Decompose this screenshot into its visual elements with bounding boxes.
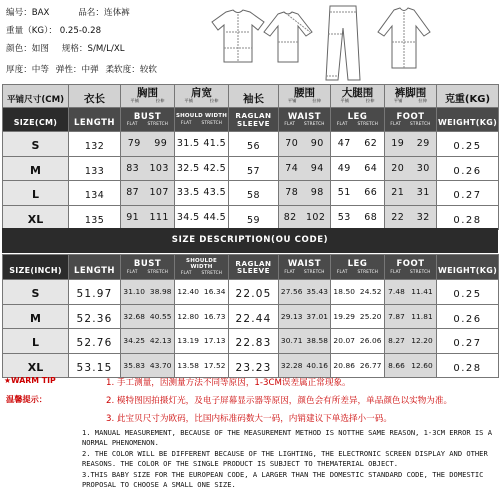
cm-hdr-size-en: SIZE(CM) xyxy=(3,108,69,132)
inch-hdr-bust: BUST FLAT STRETCH xyxy=(121,255,175,280)
cm-waist-cell: 82 102 xyxy=(279,205,331,230)
tip-cn-3: 3. 此宝贝尺寸为欧码，比国内标准码数大一码，内销建议下单选择小一码。 xyxy=(106,414,392,424)
cm-row-s xyxy=(3,132,499,157)
cm-row-l xyxy=(3,181,499,206)
cm-hdr-foot-cn: 裤脚围 平铺 拉伸 xyxy=(385,85,437,108)
inch-leg-cell: 20.86 26.77 xyxy=(331,353,385,378)
cm-hdr-leg-cn: 大腿围 平铺 拉伸 xyxy=(331,85,385,108)
inch-hdr-size: SIZE(INCH) xyxy=(3,255,69,280)
inch-foot-cell: 7.87 11.81 xyxy=(385,304,437,329)
cm-row-xl xyxy=(3,205,499,230)
inch-length-cell: 52.36 xyxy=(69,304,121,329)
inch-weight-cell: 0.28 xyxy=(437,353,499,378)
product-code: 编号：BAX xyxy=(6,8,50,18)
cm-sleeve-cell: 57 xyxy=(229,156,279,181)
inch-length-cell: 53.15 xyxy=(69,353,121,378)
jacket-diagram xyxy=(374,6,434,72)
cm-hdr-bust-cn: 胸围 平铺 拉伸 xyxy=(121,85,175,108)
inch-size-table xyxy=(2,254,499,378)
cm-foot-cell: 22 32 xyxy=(385,205,437,230)
cm-weight-cell: 0.27 xyxy=(437,181,499,206)
cm-size-cell: XL xyxy=(3,205,69,230)
inch-foot-cell: 7.48 11.41 xyxy=(385,280,437,305)
cm-weight-cell: 0.25 xyxy=(437,132,499,157)
cm-hdr-sleeve-cn: 袖长 xyxy=(229,85,279,108)
inch-row-xl xyxy=(3,353,499,378)
cm-bust-cell: 87 107 xyxy=(121,181,175,206)
cm-hdr-weight-cn: 克重(KG) xyxy=(437,85,499,108)
measurement-diagrams xyxy=(208,2,498,86)
inch-waist-cell: 32.28 40.16 xyxy=(279,353,331,378)
inch-size-cell: XL xyxy=(3,353,69,378)
pants-diagram xyxy=(318,4,368,84)
cm-foot-cell: 20 30 xyxy=(385,156,437,181)
inch-leg-cell: 20.07 26.06 xyxy=(331,329,385,354)
cm-length-cell: 134 xyxy=(69,181,121,206)
inch-table-body xyxy=(3,280,499,378)
cm-weight-cell: 0.26 xyxy=(437,156,499,181)
inch-size-cell: M xyxy=(3,304,69,329)
cm-weight-cell: 0.28 xyxy=(437,205,499,230)
inch-bust-cell: 34.25 42.13 xyxy=(121,329,175,354)
inch-bust-cell: 32.68 40.55 xyxy=(121,304,175,329)
cm-size-table xyxy=(2,84,499,230)
inch-sleeve-cell: 23.23 xyxy=(229,353,279,378)
cm-shoulder-cell: 34.5 44.5 xyxy=(175,205,229,230)
product-softness: 柔软度：较软 xyxy=(105,65,158,75)
tip-en-1: 1. MANUAL MEASUREMENT, BECAUSE OF THE MEASUREMENT METHOD IS NOTTHE SAME REASON, 1-3CM ERROR IS A NORMAL PHENOMENON. xyxy=(82,428,492,447)
cm-hdr-waist-en: WAIST FLAT STRETCH xyxy=(279,108,331,132)
inch-row-l xyxy=(3,329,499,354)
cm-leg-cell: 47 62 xyxy=(331,132,385,157)
tip-en-3: 3.THIS BABY SIZE FOR THE EUROPEAN CODE, A LARGER THAN THE DOMESTIC STANDARD CODE, THE DOMESTIC PROPOSAL TO CHOOSE A SMALL ONE SIZE. xyxy=(82,470,484,489)
product-elasticity: 弹性：中弹 xyxy=(55,65,99,75)
warm-tips-en xyxy=(82,428,492,491)
inch-hdr-waist: WAIST FLAT STRETCH xyxy=(279,255,331,280)
inch-row-s xyxy=(3,280,499,305)
cm-hdr-shoulder-cn: 肩宽 平铺 拉伸 xyxy=(175,85,229,108)
top-sleeve-diagram xyxy=(260,10,316,66)
tip-en-2: 2. THE COLOR WILL BE DIFFERENT BECAUSE OF THE LIGHTING, THE ELECTRONIC SCREEN DISPLAY AND OTHER REASONS. THE COLOR OF THE SINGLE PRODUCT IS SUBJECT TO THEMATERIAL OBJECT. xyxy=(82,449,488,468)
warm-tip-label: ★WARM TIP xyxy=(4,376,56,385)
inch-hdr-length: LENGTH xyxy=(69,255,121,280)
tip-cn-1: 1. 手工测量，因测量方法不同等原因，1-3CM误差属正常现象。 xyxy=(106,378,351,388)
inch-size-cell: S xyxy=(3,280,69,305)
size-description-title: SIZE DESCRIPTION(OU CODE) xyxy=(2,228,498,253)
cm-sleeve-cell: 59 xyxy=(229,205,279,230)
cm-shoulder-cell: 31.5 41.5 xyxy=(175,132,229,157)
product-spec: 规格：S/M/L/XL xyxy=(61,44,125,54)
cm-length-cell: 133 xyxy=(69,156,121,181)
cm-hdr-leg-en: LEG FLAT STRETCH xyxy=(331,108,385,132)
cm-leg-cell: 53 68 xyxy=(331,205,385,230)
cm-hdr-waist-cn: 腰围 平铺 拉伸 xyxy=(279,85,331,108)
cm-hdr-foot-en: FOOT FLAT STRETCH xyxy=(385,108,437,132)
inch-hdr-leg: LEG FLAT STRETCH xyxy=(331,255,385,280)
tip-cn-2: 2. 模特图因拍摄灯光，及电子屏幕显示器等原因，颜色会有所差异，单品颜色以实物为准。 xyxy=(106,396,453,406)
cm-waist-cell: 74 94 xyxy=(279,156,331,181)
cm-header-en-row xyxy=(3,108,499,132)
product-color: 颜色：如图 xyxy=(6,44,49,54)
inch-sleeve-cell: 22.44 xyxy=(229,304,279,329)
cm-foot-cell: 21 31 xyxy=(385,181,437,206)
inch-shoulder-cell: 13.19 17.13 xyxy=(175,329,229,354)
cm-shoulder-cell: 33.5 43.5 xyxy=(175,181,229,206)
inch-foot-cell: 8.27 12.20 xyxy=(385,329,437,354)
inch-bust-cell: 35.83 43.70 xyxy=(121,353,175,378)
inch-length-cell: 52.76 xyxy=(69,329,121,354)
inch-leg-cell: 19.29 25.20 xyxy=(331,304,385,329)
inch-sleeve-cell: 22.05 xyxy=(229,280,279,305)
cm-hdr-length-en: LENGTH xyxy=(69,108,121,132)
inch-weight-cell: 0.26 xyxy=(437,304,499,329)
product-thickness: 厚度：中等 xyxy=(6,65,49,75)
cm-bust-cell: 91 111 xyxy=(121,205,175,230)
inch-waist-cell: 30.71 38.58 xyxy=(279,329,331,354)
cm-waist-cell: 78 98 xyxy=(279,181,331,206)
cm-waist-cell: 70 90 xyxy=(279,132,331,157)
cm-header-cn-row xyxy=(3,85,499,108)
inch-length-cell: 51.97 xyxy=(69,280,121,305)
inch-hdr-shoulder: SHOULDE WIDTH FLAT STRETCH xyxy=(175,255,229,280)
product-name: 品名：连体裤 xyxy=(78,8,130,18)
cm-length-cell: 135 xyxy=(69,205,121,230)
inch-bust-cell: 31.10 38.98 xyxy=(121,280,175,305)
inch-shoulder-cell: 12.80 16.73 xyxy=(175,304,229,329)
inch-shoulder-cell: 13.58 17.52 xyxy=(175,353,229,378)
cm-hdr-bust-en: BUST FLAT STRETCH xyxy=(121,108,175,132)
cm-hdr-sleeve-en: RAGLAN SLEEVE xyxy=(229,108,279,132)
cm-bust-cell: 79 99 xyxy=(121,132,175,157)
inch-size-cell: L xyxy=(3,329,69,354)
inch-weight-cell: 0.27 xyxy=(437,329,499,354)
inch-foot-cell: 8.66 12.60 xyxy=(385,353,437,378)
cm-table-body xyxy=(3,132,499,230)
inch-waist-cell: 27.56 35.43 xyxy=(279,280,331,305)
product-weight: 重量（KG）： 0.25-0.28 xyxy=(6,26,102,36)
cm-leg-cell: 49 64 xyxy=(331,156,385,181)
inch-weight-cell: 0.25 xyxy=(437,280,499,305)
inch-header-row xyxy=(3,255,499,280)
cm-hdr-size-cn: 平铺尺寸(CM) xyxy=(3,85,69,108)
cm-hdr-shoulder-en: SHOULD WIDTH FLAT STRETCH xyxy=(175,108,229,132)
cm-leg-cell: 51 66 xyxy=(331,181,385,206)
inch-shoulder-cell: 12.40 16.34 xyxy=(175,280,229,305)
inch-hdr-sleeve: RAGLAN SLEEVE xyxy=(229,255,279,280)
inch-hdr-weight: WEIGHT(KG) xyxy=(437,255,499,280)
cm-sleeve-cell: 56 xyxy=(229,132,279,157)
inch-leg-cell: 18.50 24.52 xyxy=(331,280,385,305)
shirt-front-diagram xyxy=(208,8,268,66)
cm-shoulder-cell: 32.5 42.5 xyxy=(175,156,229,181)
cm-foot-cell: 19 29 xyxy=(385,132,437,157)
inch-sleeve-cell: 22.83 xyxy=(229,329,279,354)
cm-size-cell: L xyxy=(3,181,69,206)
cm-size-cell: M xyxy=(3,156,69,181)
cm-size-cell: S xyxy=(3,132,69,157)
warm-tip-label-cn: 温馨提示： xyxy=(6,394,47,404)
cm-row-m xyxy=(3,156,499,181)
cm-hdr-weight-en: WEIGHT(KG) xyxy=(437,108,499,132)
cm-length-cell: 132 xyxy=(69,132,121,157)
inch-hdr-foot: FOOT FLAT STRETCH xyxy=(385,255,437,280)
cm-sleeve-cell: 58 xyxy=(229,181,279,206)
cm-hdr-length-cn: 衣长 xyxy=(69,85,121,108)
inch-row-m xyxy=(3,304,499,329)
inch-waist-cell: 29.13 37.01 xyxy=(279,304,331,329)
cm-bust-cell: 83 103 xyxy=(121,156,175,181)
